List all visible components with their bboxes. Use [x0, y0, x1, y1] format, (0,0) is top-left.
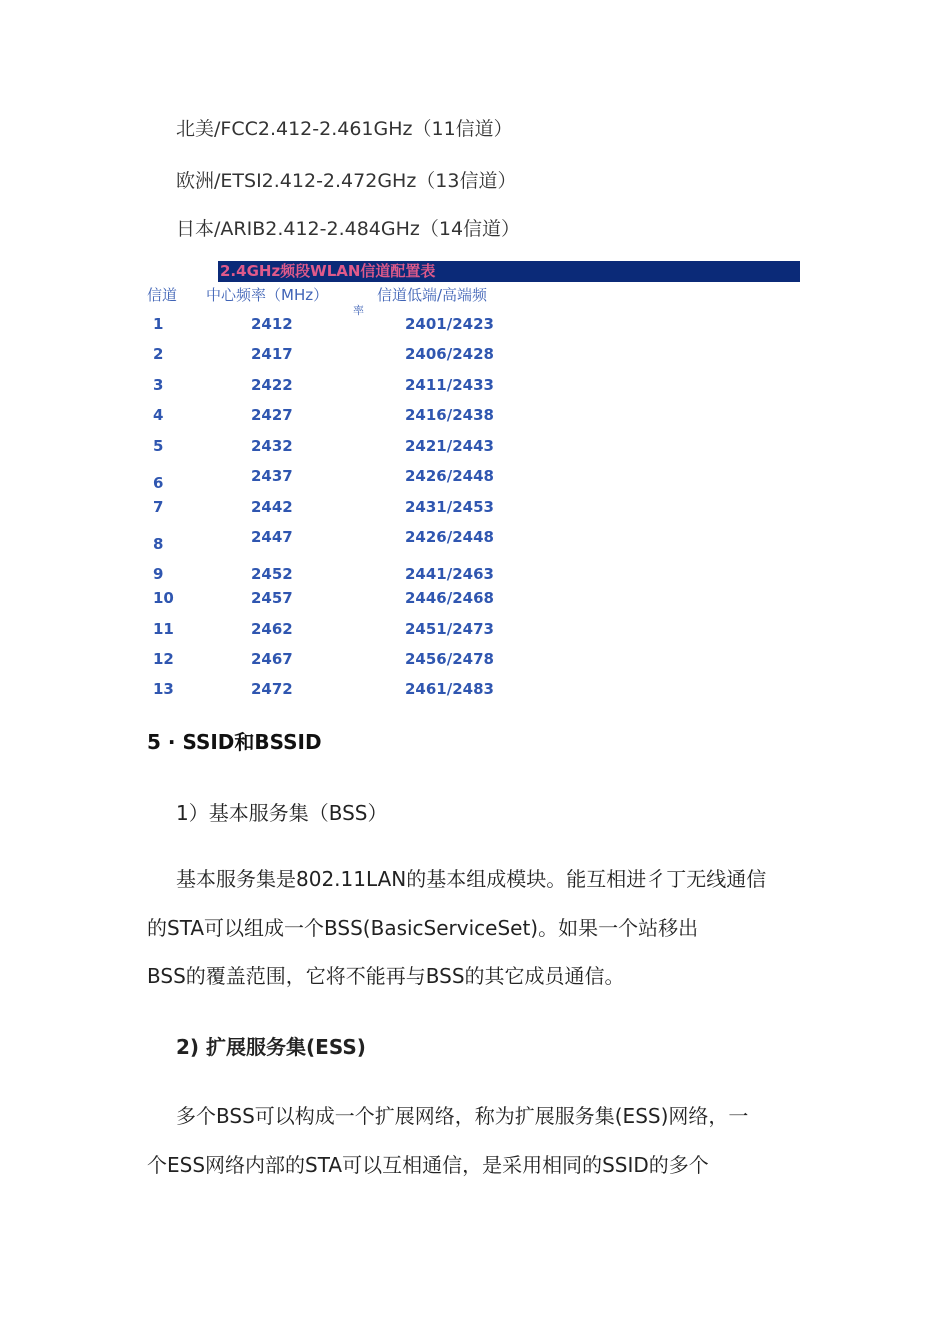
region-europe: 欧洲/ETSI2.412-2.472GHz（13信道）	[176, 170, 517, 192]
cell-range: 2416/2438	[405, 406, 494, 424]
cell-center: 2472	[251, 680, 293, 698]
cell-channel: 10	[153, 589, 174, 607]
cell-range: 2431/2453	[405, 498, 494, 516]
ess-heading: 2) 扩展服务集(ESS)	[176, 1035, 366, 1059]
cell-center: 2417	[251, 345, 293, 363]
cell-range: 2456/2478	[405, 650, 494, 668]
region-japan: 日本/ARIB2.412-2.484GHz（14信道）	[176, 218, 521, 240]
cell-range: 2401/2423	[405, 315, 494, 333]
cell-center: 2452	[251, 565, 293, 583]
cell-range: 2426/2448	[405, 528, 494, 546]
cell-channel: 11	[153, 620, 174, 638]
table-header-low-high: 信道低端/高端频	[377, 286, 488, 304]
cell-channel: 8	[153, 535, 164, 553]
cell-center: 2467	[251, 650, 293, 668]
cell-center: 2412	[251, 315, 293, 333]
cell-range: 2451/2473	[405, 620, 494, 638]
cell-range: 2461/2483	[405, 680, 494, 698]
cell-channel: 5	[153, 437, 164, 455]
bss-heading: 1）基本服务集（BSS）	[176, 801, 388, 825]
cell-range: 2406/2428	[405, 345, 494, 363]
cell-center: 2422	[251, 376, 293, 394]
cell-center: 2442	[251, 498, 293, 516]
ess-paragraph-line: 多个BSS可以构成一个扩展网络，称为扩展服务集(ESS)网络，一	[176, 1104, 749, 1128]
table-title: 2.4GHz频段WLAN信道配置表	[218, 261, 800, 282]
bss-paragraph-line: BSS的覆盖范围，它将不能再与BSS的其它成员通信。	[147, 964, 625, 988]
cell-center: 2437	[251, 467, 293, 485]
cell-channel: 3	[153, 376, 164, 394]
cell-channel: 4	[153, 406, 164, 424]
cell-channel: 6	[153, 474, 164, 492]
cell-channel: 1	[153, 315, 164, 333]
region-north-america: 北美/FCC2.412-2.461GHz（11信道）	[176, 118, 513, 140]
cell-range: 2421/2443	[405, 437, 494, 455]
cell-center: 2432	[251, 437, 293, 455]
cell-center: 2447	[251, 528, 293, 546]
table-header-center-freq: 中心频率（MHz）	[206, 286, 329, 304]
cell-range: 2446/2468	[405, 589, 494, 607]
table-header-overflow: 率	[353, 304, 364, 317]
cell-channel: 2	[153, 345, 164, 363]
section-heading: 5 · SSID和BSSID	[147, 730, 322, 754]
cell-channel: 9	[153, 565, 164, 583]
bss-paragraph-line: 的STA可以组成一个BSS(BasicServiceSet)。如果一个站移出	[147, 916, 699, 940]
cell-range: 2411/2433	[405, 376, 494, 394]
cell-channel: 13	[153, 680, 174, 698]
bss-paragraph-line: 基本服务集是802.11LAN的基本组成模块。能互相进彳丁无线通信	[176, 867, 767, 891]
cell-channel: 7	[153, 498, 164, 516]
cell-range: 2441/2463	[405, 565, 494, 583]
cell-range: 2426/2448	[405, 467, 494, 485]
ess-paragraph-line: 个ESS网络内部的STA可以互相通信，是采用相同的SSID的多个	[147, 1153, 709, 1177]
cell-center: 2457	[251, 589, 293, 607]
table-header-channel: 信道	[147, 286, 178, 304]
cell-center: 2427	[251, 406, 293, 424]
cell-center: 2462	[251, 620, 293, 638]
cell-channel: 12	[153, 650, 174, 668]
